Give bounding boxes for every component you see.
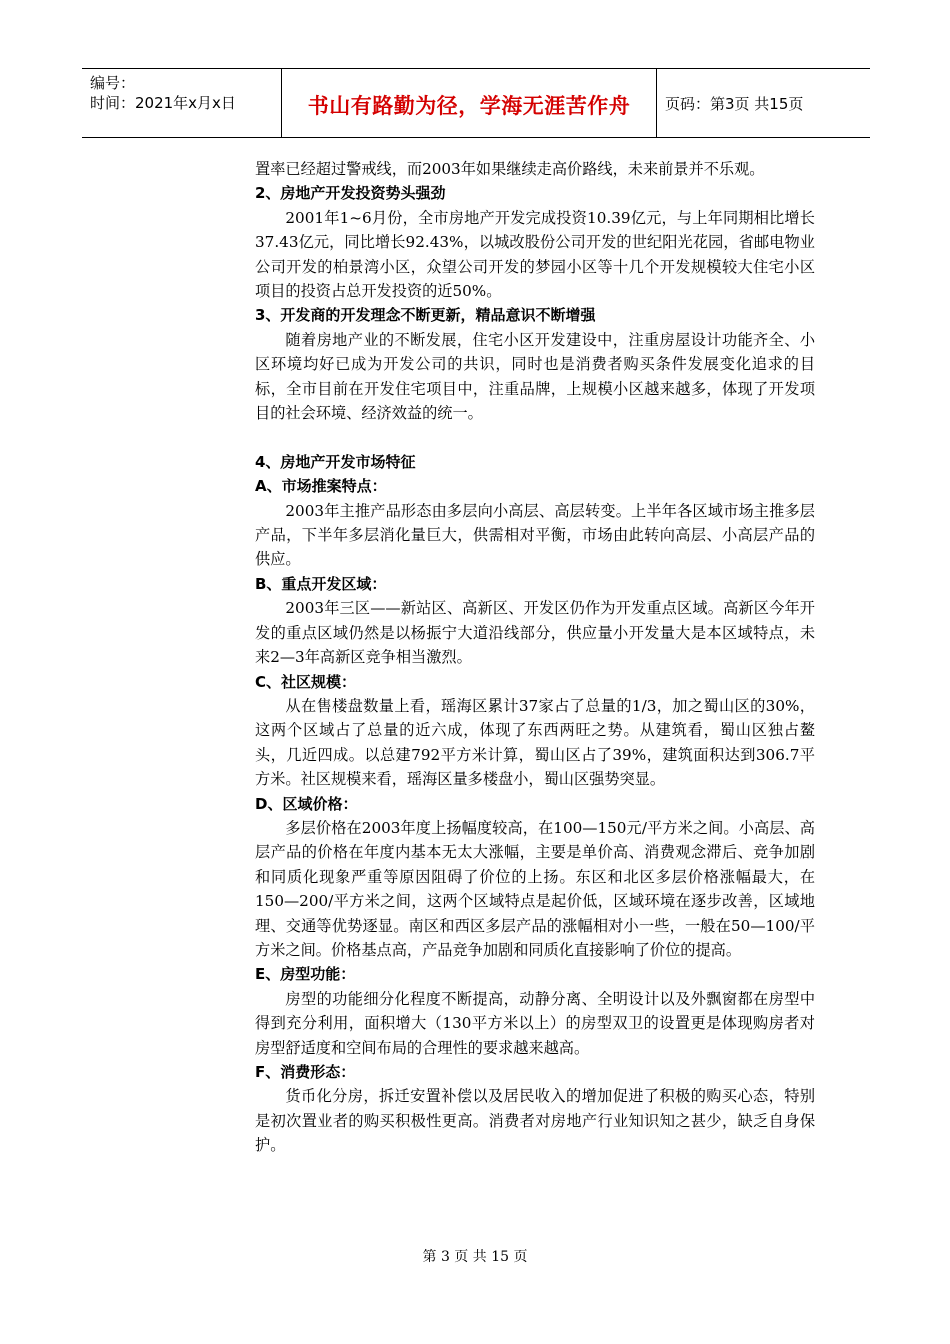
- motto: 书山有路勤为径，学海无涯苦作舟: [307, 94, 631, 118]
- body-paragraph: 置率已经超过警戒线，而2003年如果继续走高价路线，未来前景并不乐观。: [255, 160, 765, 178]
- section-heading: F、消费形态：: [255, 1063, 356, 1082]
- header-page-cell: [657, 69, 870, 137]
- number-label: 编号：: [90, 74, 136, 92]
- section-heading: C、社区规模：: [255, 672, 357, 691]
- body-paragraph: 从在售楼盘数量上看，瑶海区累计37家占了总量的1/3，加之蜀山区的30%，这两个区域占了总量的近六成，体现了东西两旺之势。从建筑看，蜀山区独占鳌头，几近四成。以总建792平方米计算，蜀山区占了39%，建筑面积达到306.7平方米。社区规模来看，瑶海区量多楼盘小，蜀山区强势突显。: [255, 696, 815, 789]
- header-meta: [82, 69, 282, 137]
- body-paragraph: 2001年1~6月份，全市房地产开发完成投资10.39亿元，与上年同期相比增长37.43亿元，同比增长92.43%，以城改股份公司开发的世纪阳光花园，省邮电物业公司开发的柏景湾小区，众望公司开发的梦园小区等十几个开发规模较大住宅小区项目的投资占总开发投资的近50%。: [255, 208, 815, 301]
- section-heading: A、市场推案特点：: [255, 477, 387, 496]
- section-heading: B、重点开发区域：: [255, 574, 387, 593]
- body-paragraph: 2003年三区——新站区、高新区、开发区仍作为开发重点区域。高新区今年开发的重点区域仍然是以杨振宁大道沿线部分，供应量小开发量大是本区域特点，未来2—3年高新区竞争相当激烈。: [255, 599, 815, 667]
- body-paragraph: 2003年主推产品形态由多层向小高层、高层转变。上半年各区域市场主推多层产品，下半年多层消化量巨大，供需相对平衡，市场由此转向高层、小高层产品的供应。: [255, 501, 815, 569]
- body-paragraph: 房型的功能细分化程度不断提高，动静分离、全明设计以及外飘窗都在房型中得到充分利用，面积增大（130平方米以上）的房型双卫的设置更是体现购房者对房型舒适度和空间布局的合理性的要求越来越高。: [255, 989, 815, 1057]
- document-body: [255, 157, 815, 1158]
- body-paragraph: 货币化分房，拆迁安置补偿以及居民收入的增加促进了积极的购买心态，特别是初次置业者的购买积极性更高。消费者对房地产行业知识知之甚少，缺乏自身保护。: [255, 1087, 815, 1155]
- section-heading: 2、房地产开发投资势头强劲: [255, 184, 446, 203]
- section-heading: 3、开发商的开发理念不断更新，精品意识不断增强: [255, 306, 596, 325]
- paragraph-gap: [255, 425, 815, 449]
- page-header: [82, 68, 870, 138]
- body-paragraph: 多层价格在2003年度上扬幅度较高，在100—150元/平方米之间。小高层、高层产品的价格在年度内基本无太大涨幅，主要是单价高、消费观念滞后、竞争加剧和同质化现象严重等原因阻碍了价位的上扬。东区和北区多层价格涨幅最大，在150—200/平方米之间，这两个区域特点是起价低，区域环境在逐步改善，区域地理、交通等优势逐显。南区和西区多层产品的涨幅相对小一些，一般在50—100/平方米之间。价格基点高，产品竞争加剧和同质化直接影响了价位的提高。: [255, 818, 815, 959]
- date-label: 时间：2021年x月x日: [90, 94, 236, 112]
- page-footer: 第 3 页 共 15 页: [422, 1249, 528, 1265]
- section-heading: 4、房地产开发市场特征: [255, 452, 416, 471]
- body-paragraph: 随着房地产业的不断发展，住宅小区开发建设中，注重房屋设计功能齐全、小区环境均好已成为开发公司的共识，同时也是消费者购买条件发展变化追求的目标，全市目前在开发住宅项目中，注重品牌，上规模小区越来越多，体现了开发项目的社会环境、经济效益的统一。: [255, 330, 815, 423]
- section-heading: E、房型功能：: [255, 965, 356, 984]
- header-motto-cell: [282, 69, 657, 137]
- section-heading: D、区域价格：: [255, 794, 358, 813]
- page-label: 页码：第3页 共15页: [665, 94, 804, 113]
